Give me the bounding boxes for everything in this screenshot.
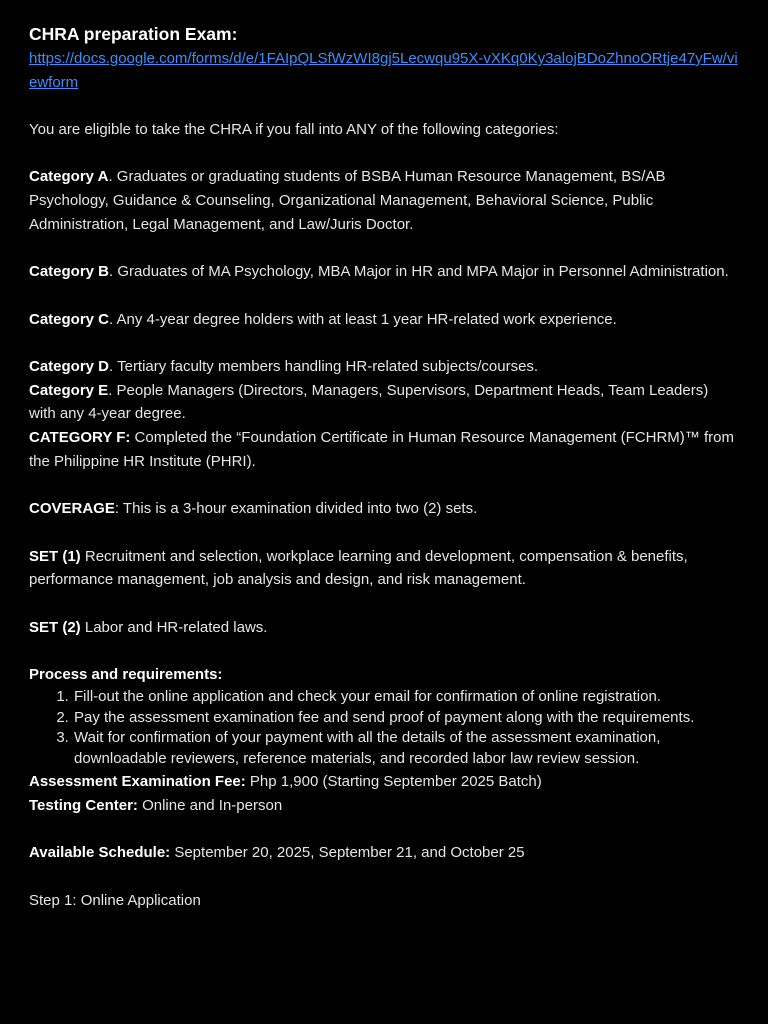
list-item: 3. Wait for confirmation of your payment with all the details of the assessment examination, downloadable reviewers, reference materials, and recorded labor law review session. <box>73 728 739 770</box>
schedule-text: September 20, 2025, September 21, and October 25 <box>170 844 525 862</box>
fee-label: Assessment Examination Fee: <box>29 773 246 791</box>
category-e: Category E. People Managers (Directors, Managers, Supervisors, Department Heads, Team Leaders) with any 4-year degree. <box>29 381 709 423</box>
testing-center-text: Online and In-person <box>137 796 283 814</box>
set-1 <box>29 545 739 592</box>
set-label: SET (1) <box>29 547 81 565</box>
list-item: 2. Pay the assessment examination fee and send proof of payment along with the requirements. <box>73 708 739 729</box>
exam-fee <box>29 770 739 794</box>
testing-center-label: Testing Center: <box>29 796 138 814</box>
set-text: Recruitment and selection, workplace learning and development, compensation & benefits, performance management, job analysis and design, and risk management. <box>29 547 688 589</box>
category-label: Category B <box>29 263 110 281</box>
category-label: CATEGORY F: <box>29 429 131 447</box>
category-text: Graduates of MA Psychology, MBA Major in HR and MPA Major in Personnel Administration. <box>113 263 729 281</box>
list-item: 1. Fill-out the online application and check your email for confirmation of online registration. <box>73 687 739 708</box>
eligibility-intro: You are eligible to take the CHRA if you fall into ANY of the following categories: <box>29 121 559 139</box>
category-b: Category B. Graduates of MA Psychology, MBA Major in HR and MPA Major in Personnel Administration. <box>29 263 729 281</box>
category-text: Completed the “Foundation Certificate in Human Resource Management (FCHRM)™ from the Philippine HR Institute (PHRI). <box>29 429 734 470</box>
category-text: Any 4-year degree holders with at least 1 year HR-related work experience. <box>113 310 617 328</box>
schedule-label: Available Schedule: <box>29 844 171 862</box>
step-1-heading: Step 1: Online Application <box>29 891 201 909</box>
category-label: Category C <box>29 310 110 328</box>
application-form-link[interactable]: https://docs.google.com/forms/d/e/1FAIpQLSfWzWI8gj5Lecwqu95X-vXKq0Ky3alojBDoZhnoORtje47yFw/viewform <box>29 50 738 91</box>
category-f <box>29 426 739 473</box>
process-steps <box>29 687 739 770</box>
testing-center <box>29 794 739 818</box>
coverage-label: COVERAGE <box>29 500 115 518</box>
category-c: Category C. Any 4-year degree holders with at least 1 year HR-related work experience. <box>29 310 617 328</box>
category-a: Category A. Graduates or graduating students of BSBA Human Resource Management, BS/AB Psychology, Guidance & Counseling, Organizational Management, Behavioral Science, Public Administration, Legal Management, and Law/Juris Doctor. <box>29 168 666 233</box>
category-label: Category E <box>29 381 109 399</box>
category-d: Category D. Tertiary faculty members handling HR-related subjects/courses. <box>29 358 539 376</box>
category-text: Tertiary faculty members handling HR-related subjects/courses. <box>113 358 539 376</box>
set-label: SET (2) <box>29 618 81 636</box>
coverage <box>29 497 739 521</box>
category-text: Graduates or graduating students of BSBA Human Resource Management, BS/AB Psychology, Guidance & Counseling, Organizational Management, Behavioral Science, Public Administration, Legal Management, and Law/Juris Doctor. <box>29 168 666 233</box>
available-schedule <box>29 841 739 865</box>
set-2 <box>29 616 739 640</box>
category-label: Category A <box>29 168 109 186</box>
page-title: CHRA preparation Exam: <box>29 24 238 44</box>
category-label: Category D <box>29 358 110 376</box>
fee-text: Php 1,900 (Starting September 2025 Batch) <box>245 773 542 791</box>
category-text: People Managers (Directors, Managers, Supervisors, Department Heads, Team Leaders) with any 4-year degree. <box>29 381 709 423</box>
process-heading: Process and requirements: <box>29 666 223 684</box>
set-text: Labor and HR-related laws. <box>80 618 268 636</box>
coverage-text: : This is a 3-hour examination divided into two (2) sets. <box>114 500 478 518</box>
